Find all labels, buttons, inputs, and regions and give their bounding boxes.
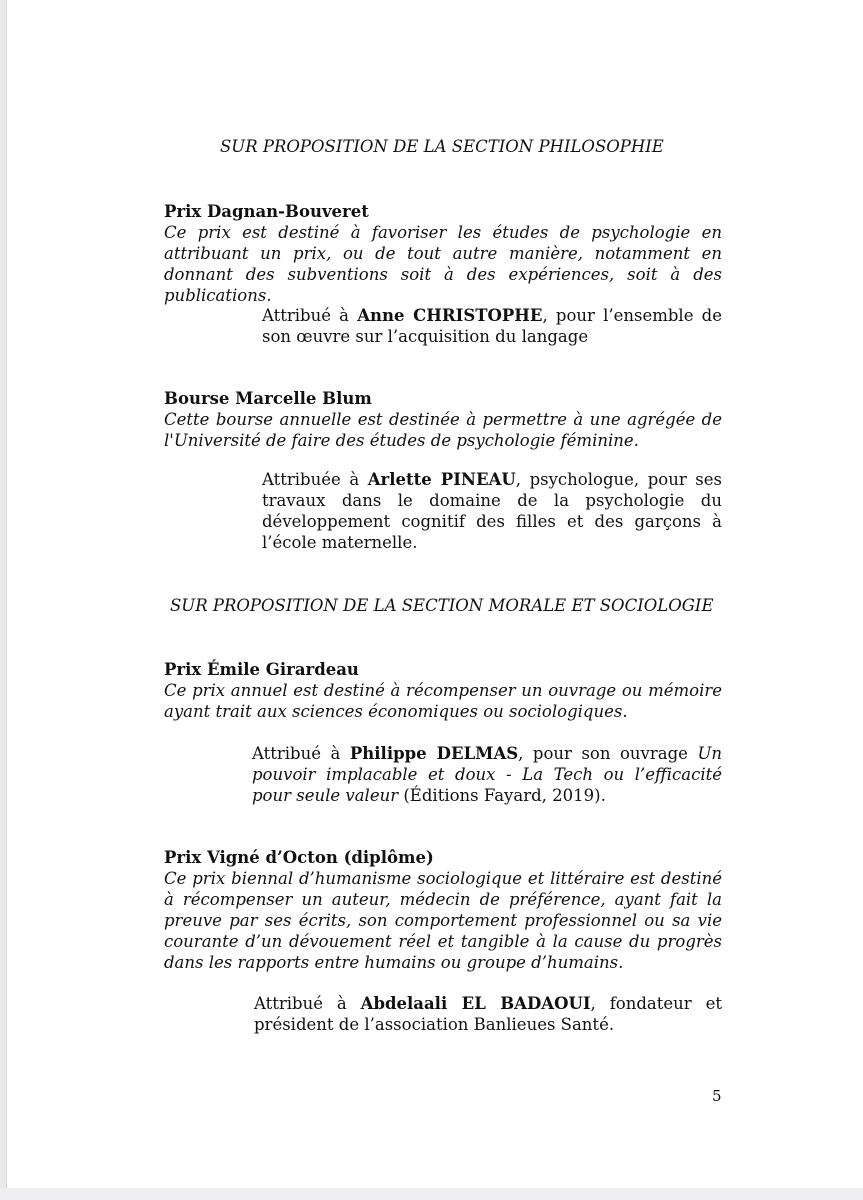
award-paragraph (254, 993, 722, 1035)
award-paragraph (262, 469, 722, 553)
laureate-name: Anne CHRISTOPHE (357, 306, 543, 325)
award-suffix: (Éditions Fayard, 2019). (398, 786, 606, 805)
award-work-title: Un pouvoir implacable et doux - La Tech ou l’efficacité pour seule valeur (252, 744, 722, 805)
prize-block (164, 201, 722, 306)
prize-description: Ce prix est destiné à favoriser les études de psychologie en attribuant un prix, ou de tout autre manière, notamment en donnant des subventions soit à des expériences, soit à des publications. (164, 223, 722, 305)
laureate-name: Philippe DELMAS (349, 744, 519, 763)
award-prefix: Attribuée à (262, 470, 368, 489)
award-text: , pour l’ensemble de son œuvre sur l’acquisition du langage (262, 306, 722, 346)
prize-title: Prix Émile Girardeau (164, 660, 359, 679)
prize-block (164, 847, 722, 973)
prize-block (164, 388, 722, 451)
award-paragraph (252, 743, 722, 806)
prize-description: Ce prix annuel est destiné à récompenser un ouvrage ou mémoire ayant trait aux sciences économiques ou sociologiques. (164, 681, 722, 721)
prize-title: Prix Vigné d’Octon (diplôme) (164, 848, 434, 867)
prize-block (164, 659, 722, 722)
award-text: , pour son ouvrage (518, 744, 698, 763)
prize-title: Prix Dagnan-Bouveret (164, 202, 369, 221)
prize-description: Ce prix biennal d’humanisme sociologique et littéraire est destiné à récompenser un auteur, médecin de préférence, ayant fait la preuve par ses écrits, son comportement professionnel ou sa vie courante d’un dévouement réel et tangible à la cause du progrès dans les rapports entre humains ou groupe d’humains. (164, 869, 722, 972)
award-text: , fondateur et président de l’association Banlieues Santé. (254, 994, 722, 1034)
award-paragraph (262, 305, 722, 347)
page-bottom-gap (0, 1188, 863, 1200)
section-heading-morale-sociologie: SUR PROPOSITION DE LA SECTION MORALE ET SOCIOLOGIE (170, 596, 714, 615)
laureate-name: Arlette PINEAU (367, 470, 516, 489)
page-number: 5 (712, 1087, 722, 1105)
award-prefix: Attribué à (262, 306, 358, 325)
prize-description: Cette bourse annuelle est destinée à permettre à une agrégée de l'Université de faire des études de psychologie féminine. (164, 410, 722, 450)
award-text: , psychologue, pour ses travaux dans le domaine de la psychologie du développement cognitif des filles et des garçons à l’école maternelle. (262, 470, 722, 552)
prize-title: Bourse Marcelle Blum (164, 389, 372, 408)
award-prefix: Attribué à (254, 994, 361, 1013)
section-heading-philosophie: SUR PROPOSITION DE LA SECTION PHILOSOPHIE (220, 137, 664, 156)
laureate-name: Abdelaali EL BADAOUI (360, 994, 591, 1013)
award-prefix: Attribué à (252, 744, 350, 763)
